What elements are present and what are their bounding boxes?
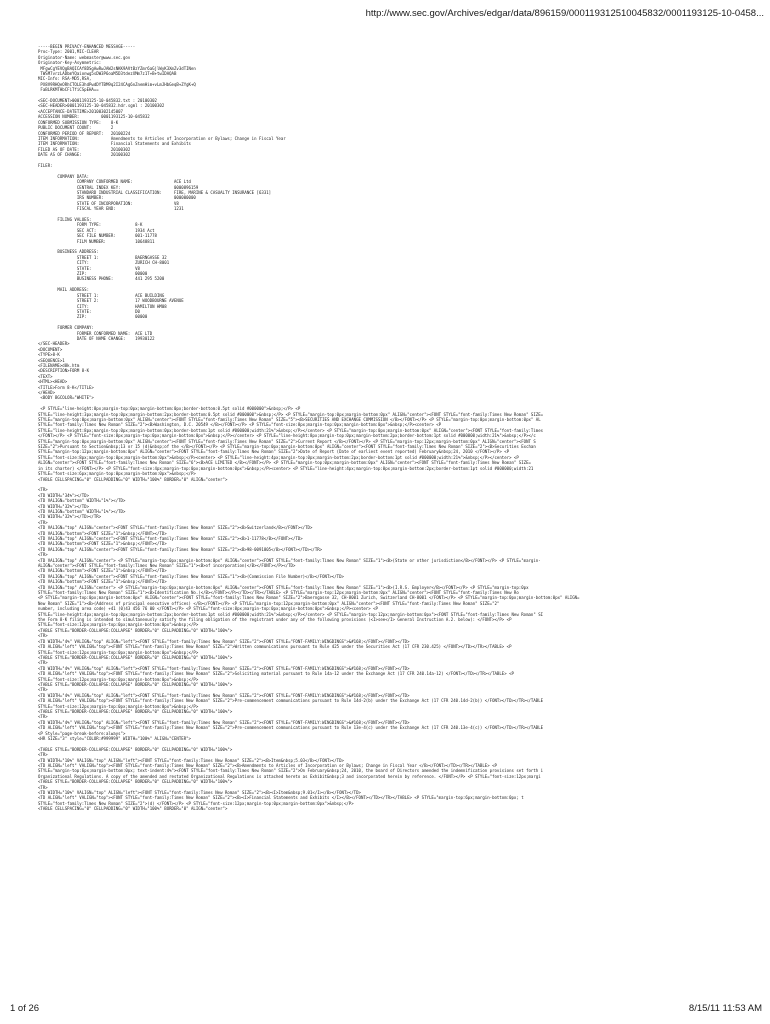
document-line: FILM NUMBER: 10648811 — [38, 238, 155, 244]
document-line: STYLE="font-family:Times New Roman" SIZE="2">(d) </FONT></P> <P STYLE="font-size:12px;margin-top:0px;margin-bottom:0px">&nbsp;</P> — [38, 800, 354, 806]
document-line: CENTRAL INDEX KEY: 0000896159 — [38, 184, 199, 190]
document-line: STYLE="font-size:6px;margin-top:0px;margin-bottom:0px">&nbsp;</P> — [38, 471, 196, 477]
document-line: <TD WIDTH="4%" VALIGN="top" ALIGN="left"><FONT STYLE="font-family:Times New Roman" SIZE="2"><FONT STYLE="FONT-FAMILY:WINGDINGS">&#168;</FONT></FONT></TD> — [38, 638, 410, 644]
document-line: MAIL ADDRESS: — [38, 287, 89, 293]
document-line: FILER: — [38, 162, 53, 168]
document-line: <TR> — [38, 784, 48, 790]
document-line: FISCAL YEAR END: 1231 — [38, 206, 184, 212]
document-line: <SEC-HEADER>0001193125-10-045832.hdr.sgml : 20100302 — [38, 103, 165, 109]
document-line: CITY: HAMILTON HM08 — [38, 303, 167, 309]
document-line: <TD WIDTH="34%"></TD> — [38, 492, 89, 498]
document-line: <TD ALIGN="left" VALIGN="top"><FONT STYLE="font-family:Times New Roman" SIZE="2">Pre-commencement communications pursuant to Rule 13e-4(c) under the Exchange Act (17 CFR 240.13e-4(c)) </FONT></TD></TR></TABLE — [38, 725, 544, 731]
document-line: <ACCEPTANCE-DATETIME>20100302145007 — [38, 108, 123, 114]
document-line: SEC ACT: 1934 Act — [38, 227, 155, 233]
document-line: <HTML><HEAD> — [38, 379, 68, 385]
document-line: <TD VALIGN="top" ALIGN="center"> <P STYLE="margin-top:0px;margin-bottom:0px" ALIGN="center"><FONT STYLE="font-family:Times New Roman" SIZE="1"><B>(State or other jurisdiction</B></FONT></P> <P STYLE="margin- — [38, 557, 541, 563]
document-line: </HEAD> — [38, 390, 55, 395]
document-line: <TYPE>8-K — [38, 352, 60, 358]
document-line: ALIGN="center"><FONT STYLE="font-family:Times New Roman" SIZE="6"><B>ACE LIMITED </B></FONT></P> <P STYLE="margin-top:0px;margin-bottom:0px" ALIGN="center"><FONT STYLE="font-family:Times New Roman" SIZE= — [38, 460, 531, 466]
document-line: <TD ALIGN="left" VALIGN="top"><FONT STYLE="font-family:Times New Roman" SIZE="2">Written communications pursuant to Rule 425 under the Securities Act (17 CFR 230.425) </FONT></TD></TR></TABLE> <P — [38, 644, 512, 650]
document-line: ZIP: 00000 — [38, 271, 148, 277]
document-line: <TABLE STYLE="BORDER-COLLAPSE:COLLAPSE" BORDER="0" CELLPADDING="0" WIDTH="100%"> — [38, 654, 233, 660]
document-line: STATE OF INCORPORATION: V8 — [38, 200, 179, 206]
document-line: STREET 1: ACE BUILDING — [38, 292, 165, 298]
document-line: ZIP: 00000 — [38, 314, 148, 320]
document-line: SEC FILE NUMBER: 001-11778 — [38, 233, 157, 239]
document-line: <SEQUENCE>1 — [38, 357, 65, 363]
document-line: FILED AS OF DATE: 20100302 — [38, 146, 131, 152]
document-line: <DOCUMENT> — [38, 346, 63, 352]
document-line: STREET 2: 17 WOODBOURNE AVENUE — [38, 298, 184, 304]
document-line: STYLE="font-size:8px;margin-top:0px;margin-bottom:0px">&nbsp;</P><center> <P STYLE="line-height:4px;margin-top:0px;margin-bottom:2px;border-bottom:1pt solid #000000;width:21%">&nbsp;</P></center> <P — [38, 454, 519, 460]
document-line: <TD WIDTH="10%" VALIGN="top" ALIGN="left"><FONT STYLE="font-family:Times New Roman" SIZE="2"><B>Item&nbsp;5.03</B></FONT></TD> — [38, 757, 344, 763]
document-line: STYLE="margin-top:6px;margin-bottom:0px; text-indent:4%"><FONT STYLE="font-family:Times New Roman" SIZE="2">On February&nbsp;24, 2010, the board of Directors amended the indemnification provisions set forth i — [38, 768, 544, 774]
document-line: <TR> — [38, 633, 48, 639]
document-line: <TD VALIGN="bottom"><FONT SIZE="1">&nbsp;</FONT></TD> — [38, 530, 167, 536]
document-line: STYLE="line-height:8px;margin-top:0px;margin-bottom:0px;border-bottom:1pt solid #000000;width:21%">&nbsp;</P></center> <P STYLE="margin-top:0px;margin-bottom:0px" ALIGN="center"><FONT STYLE="font-family:Times — [38, 427, 544, 433]
document-line: MFgwCgYEVQgBAQICAf8DSgAwRwJAW2sNKK9AVtBzYZmr6aGjlWyK3XmZv3dTINen — [38, 65, 196, 71]
page-number: 1 of 26 — [10, 1003, 40, 1014]
document-line: <TD VALIGN="top" ALIGN="center"><FONT STYLE="font-family:Times New Roman" SIZE="2"><B>98-0091805</B></FONT></TD></TR> — [38, 546, 323, 552]
document-line: <TR> — [38, 519, 48, 525]
document-line: STANDARD INDUSTRIAL CLASSIFICATION: FIRE, MARINE & CASUALTY INSURANCE [6331] — [38, 189, 272, 195]
document-line: STYLE="line-height:3px;margin-top:0px;margin-bottom:2px;border-bottom:0.5pt solid #000000">&nbsp;</P> <P STYLE="margin-top:0px;margin-bottom:0px" ALIGN="center"><FONT STYLE="font-family:Times New Roman" SIZE= — [38, 411, 544, 417]
document-line: New Roman" SIZE="1"><B>(Address of principal executive offices) </B></FONT></P> <P STYLE="margin-top:12px;margin-bottom:0px" ALIGN="center"><FONT STYLE="font-family:Times New Roman" SIZE="2" — [38, 600, 500, 606]
document-line: STATE: V8 — [38, 265, 140, 271]
document-line: <TD WIDTH="4%" VALIGN="top" ALIGN="left"><FONT STYLE="font-family:Times New Roman" SIZE="2"><FONT STYLE="FONT-FAMILY:WINGDINGS">&#168;</FONT></FONT></TD> — [38, 692, 410, 698]
document-line: STYLE="margin-top:12px;margin-bottom:0px" ALIGN="center"><FONT STYLE="font-family:Times New Roman" SIZE="2">Date of Report (Date of earliest event reported) February&nbsp;24, 2010 </FONT></P> <P — [38, 449, 510, 455]
document-line: <TD ALIGN="left" VALIGN="top"><FONT STYLE="font-family:Times New Roman" SIZE="2">Soliciting material pursuant to Rule 14a-12 under the Exchange Act (17 CFR 240.14a-12) </FONT></TD></TR></TABLE> <P — [38, 671, 514, 677]
document-line: <TD VALIGN="top" ALIGN="center"><FONT STYLE="font-family:Times New Roman" SIZE="2"><B>Switzerland</B></FONT></TD> — [38, 525, 313, 531]
document-line: BUSINESS PHONE: 441 295 5200 — [38, 276, 165, 282]
document-line: <TD WIDTH="4%" VALIGN="top" ALIGN="left"><FONT STYLE="font-family:Times New Roman" SIZE="2"><FONT STYLE="FONT-FAMILY:WINGDINGS">&#168;</FONT></FONT></TD> — [38, 665, 410, 671]
document-line: STYLE="font-family:Times New Roman" SIZE="1"><B>Identification No.)</B></FONT></P></TD></TR></TABLE> <P STYLE="margin-top:12px;margin-bottom:0px" ALIGN="center"><FONT STYLE="font-family:Times New Ro — [38, 590, 519, 596]
document-line: <TD VALIGN="bottom"><FONT SIZE="1">&nbsp;</FONT></TD> — [38, 579, 167, 585]
document-line: </FONT></P> <P STYLE="font-size:8px;margin-top:0px;margin-bottom:0px">&nbsp;</P></center> <P STYLE="line-height:8px;margin-top:0px;margin-bottom:2px;border-bottom:1pt solid #000000;width:21%">&nbsp;</P></c — [38, 433, 536, 439]
document-line: <TABLE STYLE="BORDER-COLLAPSE:COLLAPSE" BORDER="0" CELLPADDING="0" WIDTH="100%"> — [38, 746, 233, 752]
document-line: <TD VALIGN="bottom"><FONT SIZE="1">&nbsp;</FONT></TD> — [38, 541, 167, 547]
document-line: Proc-Type: 2001,MIC-CLEAR — [38, 49, 99, 55]
document-line: FaBLRKMTHbCFiTfiCSpEHA== — [38, 87, 99, 93]
document-line: <TR> — [38, 660, 48, 666]
document-line: FORM TYPE: 8-K — [38, 222, 143, 228]
document-line: <TD WIDTH="10%" VALIGN="top" ALIGN="left"><FONT STYLE="font-family:Times New Roman" SIZE="2"><B><I>Item&nbsp;9.01</I></B></FONT></TD> — [38, 790, 361, 796]
document-line: in its charter) </FONT></P> <P STYLE="font-size:4px;margin-top:0px;margin-bottom:0px">&nbsp;</P><center> <P STYLE="line-height:4px;margin-top:0px;margin-bottom:2px;border-bottom:1pt solid #000000;width:21 — [38, 465, 534, 471]
document-line: CITY: ZURICH CH-8001 — [38, 260, 170, 266]
document-line: <TD VALIGN="bottom"><FONT SIZE="1">&nbsp;</FONT></TD> — [38, 568, 167, 574]
document-line: FORMER CONFORMED NAME: ACE LTD — [38, 330, 153, 336]
document-line: <DESCRIPTION>FORM 8-K — [38, 368, 89, 374]
document-line: BUSINESS ADDRESS: — [38, 249, 99, 255]
document-line: <TR> — [38, 752, 48, 758]
document-line: <BODY BGCOLOR="WHITE"> — [38, 395, 94, 401]
document-line: <P STYLE="margin-top:0px;margin-bottom:0px" ALIGN="center"><FONT STYLE="font-family:Times New Roman" SIZE="2">Baerngasse 32, CH-8001 Zurich, Switzerland CH-8001 </FONT></P> <P STYLE="margin-top:0px;margin-bottom:0px" ALIGN= — [38, 595, 580, 601]
document-line: STATE: D0 — [38, 308, 140, 314]
document-line: STYLE="font-size:12px;margin-top:0px;margin-bottom:0px">&nbsp;</P> — [38, 676, 199, 682]
print-timestamp: 8/15/11 11:53 AM — [688, 1003, 762, 1014]
document-line: <TD VALIGN="bottom" WIDTH="1%"></TD> — [38, 508, 126, 514]
document-line: PX8V9RHQeORhCTOLE3hdPwdDYTBM9q2I24CAg6nZnemHim+vLmJHbGeqB+ZYgK+Q — [38, 81, 196, 87]
document-line: <TABLE STYLE="BORDER-COLLAPSE:COLLAPSE" BORDER="0" CELLPADDING="0" WIDTH="100%"> — [38, 708, 233, 714]
document-line: ALIGN="center"><FONT STYLE="font-family:Times New Roman" SIZE="1"><B>of incorporation)</B></FONT></P></TD> — [38, 563, 296, 568]
document-line: MIC-Info: RSA-MD5,RSA, — [38, 76, 92, 82]
document-line: <TABLE STYLE="BORDER-COLLAPSE:COLLAPSE" BORDER="0" CELLPADDING="0" WIDTH="100%"> — [38, 779, 233, 785]
document-line: FORMER COMPANY: — [38, 325, 94, 331]
document-line: ITEM INFORMATION: Financial Statements and Exhibits — [38, 141, 191, 147]
document-line: CONFORMED PERIOD OF REPORT: 20100224 — [38, 130, 131, 136]
document-line: <HR SIZE="3" style="COLOR:#999999" WIDTH="100%" ALIGN="CENTER"> — [38, 736, 191, 741]
document-line: <TD ALIGN="left" VALIGN="top"><FONT STYLE="font-family:Times New Roman" SIZE="2"><B>Amendments to Articles of Incorporation or Bylaws; Change in Fiscal Year </B></FONT></TD></TR></TABLE> <P — [38, 763, 497, 769]
document-line: STYLE="font-size:12px;margin-top:0px;margin-bottom:0px">&nbsp;</P> — [38, 622, 199, 628]
document-line: <TD VALIGN="top" ALIGN="center"> <P STYLE="margin-top:0px;margin-bottom:0px" ALIGN="center"><FONT STYLE="font-family:Times New Roman" SIZE="1"><B>(I.R.S. Employer</B></FONT></P> <P STYLE="margin-top:0px — [38, 584, 529, 590]
document-line: CONFORMED SUBMISSION TYPE: 8-K — [38, 119, 119, 125]
document-line: ACCESSION NUMBER: 0001193125-10-045832 — [38, 114, 150, 120]
document-line: <TABLE STYLE="BORDER-COLLAPSE:COLLAPSE" BORDER="0" CELLPADDING="0" WIDTH="100%"> — [38, 627, 233, 633]
document-line: PUBLIC DOCUMENT COUNT: 2 — [38, 125, 114, 131]
document-line: COMPANY CONFORMED NAME: ACE Ltd — [38, 179, 191, 185]
document-line: <TD WIDTH="32%"></TD></TR> — [38, 514, 102, 520]
document-line: <TD ALIGN="left" VALIGN="top"><FONT STYLE="font-family:Times New Roman" SIZE="2">Pre-commencement communications pursuant to Rule 14d-2(b) under the Exchange Act (17 CFR 240.14d-2(b)) </FONT></TD></TR></TABLE — [38, 698, 544, 704]
document-text — [38, 44, 760, 999]
document-line: <TR> — [38, 714, 48, 720]
document-line: <TR> — [38, 487, 48, 493]
document-line: DATE AS OF CHANGE: 20100302 — [38, 152, 131, 158]
document-line: COMPANY DATA: — [38, 173, 89, 179]
document-line: <TD VALIGN="bottom" WIDTH="1%"></TD> — [38, 498, 126, 504]
document-line: TWSM7vrzLADbmYQaionwg5sDW3P6oaM5D3tdezXMm7z1T+B+twIDAQAB — [38, 71, 177, 77]
document-line: <FILENAME>d8k.htm — [38, 362, 80, 368]
document-line: <P STYLE="line-height:8px;margin-top:0px;margin-bottom:0px;border-bottom:0.5pt solid #000000">&nbsp;</P> <P — [38, 406, 301, 412]
document-line: <TD WIDTH="32%"></TD> — [38, 503, 89, 509]
document-line: <P Style="page-break-before:always"> — [38, 730, 126, 736]
document-line: -----BEGIN PRIVACY-ENHANCED MESSAGE----- — [38, 44, 136, 49]
document-line: Originator-Name: webmaster@www.sec.gov — [38, 54, 131, 60]
document-line: STYLE="margin-top:0px;margin-bottom:0px" ALIGN="center"><FONT STYLE="font-family:Times New Roman" SIZE="5"><B>SECURITIES AND EXCHANGE COMMISSION </B></FONT></P> <P STYLE="margin-top:0px;margin-bottom:0px" AL — [38, 417, 541, 423]
document-line: STYLE="font-family:Times New Roman" SIZE="2"><B>Washington, D.C. 20549 </B></FONT></P> <P STYLE="font-size:8px;margin-top:0px;margin-bottom:0px">&nbsp;</P><center> <P — [38, 422, 442, 428]
document-line: </SEC-HEADER> — [38, 341, 70, 347]
document-line: <TR> — [38, 552, 48, 558]
document-line: <TABLE CELLSPACING="0" CELLPADDING="0" WIDTH="100%" BORDER="0" ALIGN="center"> — [38, 476, 228, 482]
document-line: <TD WIDTH="4%" VALIGN="top" ALIGN="left"><FONT STYLE="font-family:Times New Roman" SIZE="2"><FONT STYLE="FONT-FAMILY:WINGDINGS">&#168;</FONT></FONT></TD> — [38, 719, 410, 725]
document-line: <TD ALIGN="left" VALIGN="top"><FONT STYLE="font-family:Times New Roman" SIZE="2"><B><I>Financial Statements and Exhibits </I></B></FONT></TD></TR></TABLE> <P STYLE="margin-top:6px;margin-bottom:0px; t — [38, 795, 524, 801]
document-line: STYLE="font-size:12px;margin-top:0px;margin-bottom:0px">&nbsp;</P> — [38, 649, 199, 655]
document-line: <SEC-DOCUMENT>0001193125-10-045832.txt : 20100302 — [38, 98, 157, 104]
document-line: STYLE="margin-top:0px;margin-bottom:0px" ALIGN="center"><FONT STYLE="font-family:Times New Roman" SIZE="2">Current Report </B></FONT></P> <P STYLE="margin-top:12px;margin-bottom:0px" ALIGN="center"><FONT S — [38, 438, 536, 444]
document-line: SIZE="2">Pursuant to Section&nbsp;13 or 15 (d)&nbsp;of the </B></FONT></P> <P STYLE="margin-top:0px;margin-bottom:0px" ALIGN="center"><FONT STYLE="font-family:Times New Roman" SIZE="2"><B>Securities Exchan — [38, 444, 536, 450]
document-line: STYLE="font-size:12px;margin-top:0px;margin-bottom:0px">&nbsp;</P> — [38, 703, 199, 709]
document-line: Originator-Key-Asymmetric: — [38, 60, 102, 66]
document-line: <TD VALIGN="top" ALIGN="center"><FONT STYLE="font-family:Times New Roman" SIZE="1"><B>(Commission File Number)</B></FONT></TD> — [38, 573, 344, 579]
document-line: number, including area code) +41 (0)43 456 76 00 </FONT></P> <P STYLE="font-size:8px;margin-top:0px;margin-bottom:0px">&nbsp;</P><center> <P — [38, 606, 378, 612]
document-line: STYLE="line-height:4px;margin-top:0px;margin-bottom:2px;border-bottom:1pt solid #000000;width:21%">&nbsp;</P></center> <P STYLE="margin-top:12px;margin-bottom:0px"><FONT STYLE="font-family:Times New Roman" SI — [38, 611, 544, 617]
document-line: IRS NUMBER: 000000000 — [38, 195, 196, 201]
document-line: <TEXT> — [38, 373, 53, 379]
page-url: http://www.sec.gov/Archives/edgar/data/896159/000119312510045832/0001193125-10-0458... — [365, 8, 764, 19]
document-line: FILING VALUES: — [38, 217, 92, 222]
document-line: DATE OF NAME CHANGE: 19930122 — [38, 335, 155, 341]
document-line: <TABLE STYLE="BORDER-COLLAPSE:COLLAPSE" BORDER="0" CELLPADDING="0" WIDTH="100%"> — [38, 681, 233, 687]
document-line: <TR> — [38, 687, 48, 693]
document-line: the Form 8-K filing is intended to simultaneously satisfy the filing obligation of the registrant under any of the following provisions (<I>see</I> General Instruction A.2. below): </FONT></P> <P — [38, 617, 512, 623]
document-line: ITEM INFORMATION: Amendments to Articles of Incorporation or Bylaws; Change in Fiscal Year — [38, 135, 286, 141]
document-line: Organizational Regulations. A copy of the amended and restated Organizational Regulations is attached hereto as Exhibit&nbsp;3 and incorporated herein by reference. </FONT></P> <P STYLE="font-size:12px;margi — [38, 773, 541, 779]
document-line: <TITLE>Form 8-K</TITLE> — [38, 384, 94, 390]
document-line: <TABLE CELLSPACING="0" CELLPADDING="0" WIDTH="100%" BORDER="0" ALIGN="center"> — [38, 806, 228, 812]
document-line: <TD VALIGN="top" ALIGN="center"><FONT STYLE="font-family:Times New Roman" SIZE="2"><B>1-11778</B></FONT></TD> — [38, 535, 303, 541]
document-line: STREET 1: BAERNGASSE 32 — [38, 254, 167, 260]
